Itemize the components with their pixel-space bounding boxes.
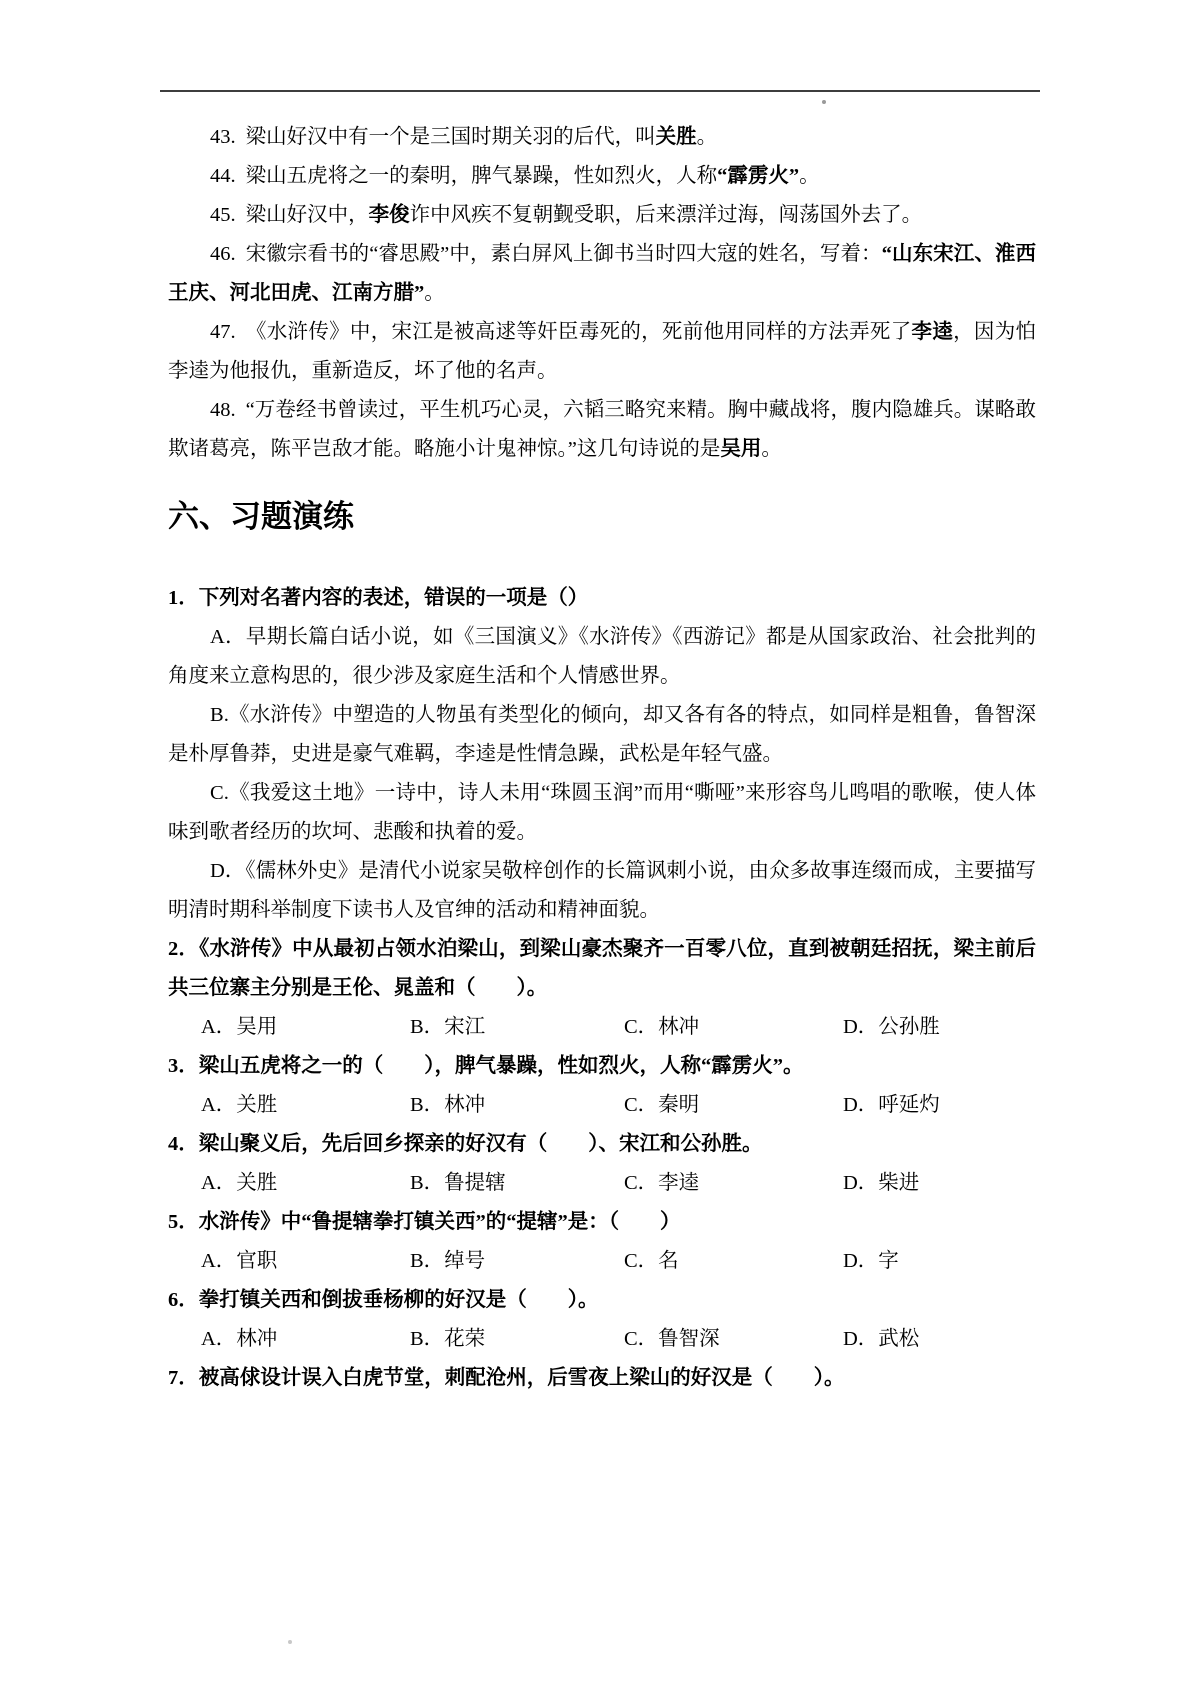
question-5-option-C: C．名 [624, 1250, 679, 1272]
fact-text-segment: 梁山好汉中， [245, 204, 369, 226]
fact-number: 44. [210, 165, 236, 187]
fact-item-44 [168, 157, 1036, 196]
question-1-stem: 1．下列对名著内容的表述，错误的一项是（） [168, 587, 589, 609]
page-content [168, 118, 1036, 1398]
fact-text-segment: 李俊 [368, 204, 410, 226]
fact-text-segment: “万卷经书曾读过，平生机巧心灵，六韬三略究来精。胸中藏战将，腹内隐雄兵。谋略敢欺诸葛亮，陈平岂敌才能。略施小计鬼神惊。”这几句诗说的是 [168, 399, 1036, 460]
page-speck [288, 1640, 292, 1644]
fact-text-segment: “山东宋江、淮西王庆、河北田虎、江南方腊” [168, 243, 1037, 304]
question-2-option-D: D．公孙胜 [843, 1016, 940, 1038]
fact-text-segment: 。 [696, 126, 718, 148]
question-2-option-A: A．吴用 [201, 1016, 278, 1038]
fact-text-segment: 。 [761, 438, 782, 460]
page-speck [822, 100, 826, 104]
question-4-stem: 4．梁山聚义后，先后回乡探亲的好汉有（ ）、宋江和公孙胜。 [168, 1133, 763, 1155]
question-7-stem: 7．被高俅设计误入白虎节堂，刺配沧州，后雪夜上梁山的好汉是（ ）。 [168, 1367, 845, 1389]
fact-item-47 [168, 313, 1036, 391]
question-1-option-C: C.《我爱这土地》一诗中，诗人未用“珠圆玉润”而用“嘶哑”来形容鸟儿鸣唱的歌喉，使人体味到歌者经历的坎坷、悲酸和执着的爱。 [168, 782, 1036, 843]
question-5-option-B: B．绰号 [410, 1250, 486, 1272]
fact-text-segment: 《水浒传》中，宋江是被高逑等奸臣毒死的，死前他用同样的方法弄死了 [245, 321, 912, 343]
fact-text-segment: 李逵 [911, 321, 954, 343]
fact-number: 47. [210, 321, 236, 343]
question-2-option-B: B．宋江 [410, 1016, 486, 1038]
question-6-option-A: A．林冲 [201, 1328, 278, 1350]
question-3-option-C: C．秦明 [624, 1094, 700, 1116]
question-4-option-B: B．鲁提辖 [410, 1172, 506, 1194]
question-5-option-A: A．官职 [201, 1250, 278, 1272]
fact-text-segment: 梁山好汉中有一个是三国时期关羽的后代，叫 [245, 126, 656, 148]
question-6-stem: 6．拳打镇关西和倒拔垂杨柳的好汉是（ ）。 [168, 1289, 599, 1311]
question-6-options [168, 1320, 1036, 1359]
fact-text-segment: 诈中风疾不复朝觐受职，后来漂洋过海，闯荡国外去了。 [409, 204, 923, 226]
question-2-stem: 2．《水浒传》中从最初占领水泊梁山，到梁山豪杰聚齐一百零八位，直到被朝廷招抚，梁主前后共三位寨主分别是王伦、晁盖和（ ）。 [168, 938, 1036, 999]
fact-text-segment: 梁山五虎将之一的秦明，脾气暴躁，性如烈火，人称 [245, 165, 718, 187]
header-rule [160, 90, 1040, 92]
question-3-option-B: B．林冲 [410, 1094, 486, 1116]
question-3-option-D: D．呼延灼 [843, 1094, 940, 1116]
facts-list [168, 118, 1036, 469]
fact-text-segment: ，因为怕李逵为他报仇，重新造反，坏了他的名声。 [168, 321, 1037, 382]
question-3-stem: 3．梁山五虎将之一的（ ），脾气暴躁，性如烈火，人称“霹雳火”。 [168, 1055, 804, 1077]
fact-number: 43. [210, 126, 236, 148]
fact-item-43 [168, 118, 1036, 157]
section-heading: 六、习题演练 [168, 499, 354, 534]
fact-text-segment: 吴用 [720, 438, 762, 460]
question-4-option-A: A．关胜 [201, 1172, 278, 1194]
question-2-options [168, 1008, 1036, 1047]
question-6-option-C: C．鲁智深 [624, 1328, 720, 1350]
question-1-option-D: D．《儒林外史》是清代小说家吴敬梓创作的长篇讽刺小说，由众多故事连缀而成，主要描写明清时期科举制度下读书人及官绅的活动和精神面貌。 [168, 860, 1036, 921]
fact-text-segment: 。 [799, 165, 820, 187]
question-1-option-B: B.《水浒传》中塑造的人物虽有类型化的倾向，却又各有各的特点，如同样是粗鲁，鲁智深是朴厚鲁莽，史进是豪气难羁，李逵是性情急躁，武松是年轻气盛。 [168, 704, 1036, 765]
question-5-option-D: D．字 [843, 1250, 899, 1272]
questions-list [168, 579, 1036, 1398]
question-4-options [168, 1164, 1036, 1203]
question-4-option-D: D．柴进 [843, 1172, 920, 1194]
fact-text-segment: “霹雳火” [717, 165, 800, 187]
fact-item-48 [168, 391, 1036, 469]
question-1-option-A: A．早期长篇白话小说，如《三国演义》《水浒传》《西游记》都是从国家政治、社会批判的角度来立意构思的，很少涉及家庭生活和个人情感世界。 [168, 626, 1036, 687]
question-5-stem: 5．水浒传》中“鲁提辖拳打镇关西”的“提辖”是：（ ） [168, 1211, 681, 1233]
question-4-option-C: C．李逵 [624, 1172, 700, 1194]
question-3-options [168, 1086, 1036, 1125]
fact-number: 46. [210, 243, 236, 265]
question-5-options [168, 1242, 1036, 1281]
fact-item-46 [168, 235, 1036, 313]
fact-text-segment: 。 [424, 282, 445, 304]
fact-item-45 [168, 196, 1036, 235]
question-6-option-B: B．花荣 [410, 1328, 486, 1350]
question-2-option-C: C．林冲 [624, 1016, 700, 1038]
fact-number: 48. [210, 399, 236, 421]
fact-number: 45. [210, 204, 236, 226]
question-6-option-D: D．武松 [843, 1328, 920, 1350]
question-3-option-A: A．关胜 [201, 1094, 278, 1116]
fact-text-segment: 宋徽宗看书的“睿思殿”中，素白屏风上御书当时四大寇的姓名，写着： [245, 243, 882, 265]
fact-text-segment: 关胜 [655, 126, 697, 148]
